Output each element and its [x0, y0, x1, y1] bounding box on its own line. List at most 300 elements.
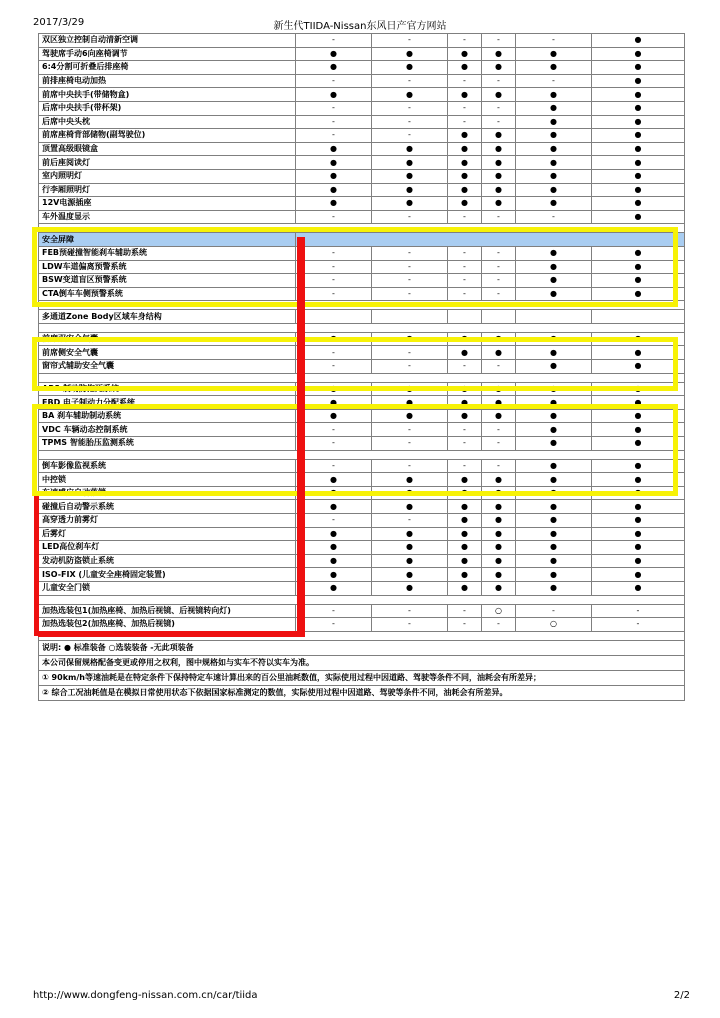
- table-row: [39, 142, 685, 156]
- table-row: [39, 183, 685, 197]
- feature-value: -: [296, 210, 372, 224]
- section-title: 安全屏障: [39, 233, 296, 247]
- feature-value: ●: [296, 527, 372, 541]
- feature-value: ●: [372, 527, 448, 541]
- feature-value: -: [482, 74, 516, 88]
- feature-value: ●: [372, 332, 448, 346]
- table-row: [39, 156, 685, 170]
- feature-label: 儿童安全门锁: [39, 581, 296, 595]
- note-row: [39, 655, 685, 670]
- feature-label: 车速感应自动落锁: [39, 486, 296, 500]
- feature-value: ●: [372, 500, 448, 514]
- footer-url[interactable]: http://www.dongfeng-nissan.com.cn/car/tiida: [33, 990, 258, 1001]
- feature-value: ●: [516, 183, 592, 197]
- feature-value: -: [372, 115, 448, 129]
- feature-value: ●: [482, 129, 516, 143]
- feature-value: -: [296, 34, 372, 48]
- feature-value: ●: [592, 34, 685, 48]
- feature-value: [372, 310, 448, 324]
- feature-value: ●: [372, 169, 448, 183]
- feature-value: -: [482, 274, 516, 288]
- feature-value: -: [448, 618, 482, 632]
- feature-value: -: [482, 260, 516, 274]
- feature-value: ●: [592, 183, 685, 197]
- feature-value: ●: [592, 437, 685, 451]
- feature-value: -: [296, 129, 372, 143]
- note-row: [39, 685, 685, 700]
- feature-value: -: [516, 604, 592, 618]
- spacer-cell: [39, 323, 685, 332]
- feature-label: 前后座阅读灯: [39, 156, 296, 170]
- feature-value: ●: [516, 156, 592, 170]
- feature-value: -: [296, 459, 372, 473]
- feature-value: -: [372, 604, 448, 618]
- feature-value: ●: [592, 169, 685, 183]
- feature-value: ●: [516, 459, 592, 473]
- feature-value: ●: [592, 554, 685, 568]
- feature-value: ●: [592, 260, 685, 274]
- feature-value: -: [296, 115, 372, 129]
- feature-label: 行李厢照明灯: [39, 183, 296, 197]
- feature-value: ●: [482, 61, 516, 75]
- feature-value: ○: [482, 604, 516, 618]
- feature-value: -: [296, 274, 372, 288]
- feature-value: ●: [372, 396, 448, 410]
- feature-value: -: [482, 437, 516, 451]
- feature-label: LED高位刹车灯: [39, 541, 296, 555]
- feature-value: ●: [592, 423, 685, 437]
- page-header: [0, 17, 720, 31]
- feature-value: ●: [592, 129, 685, 143]
- feature-value: ●: [592, 360, 685, 374]
- feature-value: ●: [516, 142, 592, 156]
- feature-value: -: [592, 618, 685, 632]
- page-number: 2/2: [673, 990, 690, 1001]
- feature-value: ●: [372, 409, 448, 423]
- feature-value: ●: [592, 142, 685, 156]
- feature-value: ●: [482, 541, 516, 555]
- table-row: [39, 101, 685, 115]
- feature-value: -: [448, 459, 482, 473]
- feature-value: ●: [296, 409, 372, 423]
- feature-value: ●: [296, 473, 372, 487]
- feature-value: -: [482, 287, 516, 301]
- feature-value: ●: [482, 156, 516, 170]
- feature-value: ●: [296, 554, 372, 568]
- feature-value: ●: [516, 527, 592, 541]
- feature-value: ●: [516, 382, 592, 396]
- table-row: [39, 527, 685, 541]
- feature-value: -: [372, 210, 448, 224]
- feature-label: 后席中央头枕: [39, 115, 296, 129]
- feature-label: 前排座椅电动加热: [39, 74, 296, 88]
- table-row: [39, 169, 685, 183]
- feature-label: 加热选装包2(加热座椅、加热后视镜): [39, 618, 296, 632]
- table-row: [39, 568, 685, 582]
- highlight-box-3: [32, 404, 678, 496]
- feature-value: -: [296, 346, 372, 360]
- feature-value: ●: [296, 88, 372, 102]
- feature-label: 顶置高级眼镜盒: [39, 142, 296, 156]
- feature-value: -: [448, 34, 482, 48]
- feature-value: ●: [296, 382, 372, 396]
- feature-value: ●: [448, 47, 482, 61]
- feature-value: ●: [592, 115, 685, 129]
- feature-value: ●: [448, 183, 482, 197]
- feature-value: -: [482, 423, 516, 437]
- feature-value: ●: [592, 514, 685, 528]
- table-row: [39, 310, 685, 324]
- feature-label: FEB预碰撞智能刹车辅助系统: [39, 246, 296, 260]
- feature-label: BA 刹车辅助制动系统: [39, 409, 296, 423]
- feature-value: ●: [516, 500, 592, 514]
- table-row: [39, 197, 685, 211]
- feature-value: -: [448, 246, 482, 260]
- feature-value: -: [448, 287, 482, 301]
- feature-value: ●: [296, 169, 372, 183]
- feature-value: ●: [296, 142, 372, 156]
- feature-value: -: [372, 360, 448, 374]
- feature-value: ●: [592, 396, 685, 410]
- feature-value: ●: [592, 156, 685, 170]
- feature-value: ●: [516, 274, 592, 288]
- feature-value: -: [482, 360, 516, 374]
- feature-value: ●: [448, 514, 482, 528]
- feature-value: ●: [516, 169, 592, 183]
- feature-value: ●: [448, 129, 482, 143]
- feature-value: ●: [448, 156, 482, 170]
- feature-value: ●: [296, 197, 372, 211]
- note-text: ① 90km/h等速油耗是在特定条件下保持特定车速计算出来的百公里油耗数值，实际使用过程中因道路、驾驶等条件不同，油耗会有所差异；: [39, 670, 685, 685]
- feature-value: ●: [516, 61, 592, 75]
- feature-value: ●: [592, 459, 685, 473]
- feature-value: ●: [516, 486, 592, 500]
- feature-label: 碰撞后自动警示系统: [39, 500, 296, 514]
- feature-value: -: [448, 101, 482, 115]
- feature-value: -: [296, 618, 372, 632]
- red-marker-vertical: [297, 237, 305, 637]
- print-date: 2017/3/29: [33, 17, 85, 28]
- feature-value: ●: [448, 486, 482, 500]
- feature-value: ●: [482, 409, 516, 423]
- feature-value: ●: [592, 197, 685, 211]
- note-row: [39, 670, 685, 685]
- feature-value: ●: [592, 568, 685, 582]
- feature-value: ●: [592, 486, 685, 500]
- feature-value: -: [372, 274, 448, 288]
- feature-value: ●: [592, 88, 685, 102]
- feature-label: 车外温度显示: [39, 210, 296, 224]
- feature-value: ●: [592, 210, 685, 224]
- feature-value: ●: [372, 183, 448, 197]
- feature-value: ●: [372, 197, 448, 211]
- feature-value: ●: [296, 332, 372, 346]
- feature-value: ●: [296, 541, 372, 555]
- feature-value: ●: [516, 129, 592, 143]
- feature-value: -: [296, 514, 372, 528]
- feature-value: -: [448, 360, 482, 374]
- feature-value: ●: [516, 360, 592, 374]
- feature-value: ●: [482, 142, 516, 156]
- feature-value: ●: [372, 486, 448, 500]
- feature-value: ●: [516, 88, 592, 102]
- feature-value: ●: [516, 541, 592, 555]
- feature-value: ●: [516, 332, 592, 346]
- feature-label: BSW变道盲区预警系统: [39, 274, 296, 288]
- feature-value: ●: [516, 246, 592, 260]
- feature-label: 后雾灯: [39, 527, 296, 541]
- feature-value: ●: [516, 101, 592, 115]
- feature-label: 6:4分割可折叠后排座椅: [39, 61, 296, 75]
- feature-value: -: [372, 34, 448, 48]
- feature-value: -: [372, 260, 448, 274]
- feature-label: 多通道Zone Body区域车身结构: [39, 310, 296, 324]
- feature-value: ●: [296, 500, 372, 514]
- page-title: 新生代TIIDA-Nissan东风日产官方网站: [273, 21, 447, 32]
- feature-value: ●: [448, 409, 482, 423]
- feature-value: ●: [482, 88, 516, 102]
- feature-value: ●: [448, 473, 482, 487]
- feature-value: ●: [516, 396, 592, 410]
- highlight-box-2: [32, 337, 678, 391]
- feature-value: ●: [482, 183, 516, 197]
- feature-value: ●: [482, 169, 516, 183]
- feature-value: ●: [516, 437, 592, 451]
- feature-value: -: [448, 274, 482, 288]
- feature-value: ●: [592, 61, 685, 75]
- feature-value: ●: [482, 396, 516, 410]
- feature-value: ●: [592, 332, 685, 346]
- note-text: ② 综合工况油耗值是在模拟日常使用状态下依据国家标准测定的数值，实际使用过程中因道路、驾驶等条件不同，油耗会有所差异。: [39, 685, 685, 700]
- feature-value: ●: [592, 541, 685, 555]
- feature-label: 后席中央扶手(带杯架): [39, 101, 296, 115]
- feature-value: -: [296, 74, 372, 88]
- feature-label: 前席侧安全气囊: [39, 346, 296, 360]
- feature-value: -: [482, 210, 516, 224]
- feature-value: ●: [592, 346, 685, 360]
- feature-value: ●: [592, 409, 685, 423]
- feature-value: ●: [296, 581, 372, 595]
- table-row: [39, 500, 685, 514]
- feature-value: ●: [448, 396, 482, 410]
- feature-value: ●: [482, 581, 516, 595]
- feature-value: -: [516, 34, 592, 48]
- feature-value: ●: [592, 274, 685, 288]
- spacer-row: [39, 595, 685, 604]
- feature-value: ●: [448, 332, 482, 346]
- feature-value: -: [482, 246, 516, 260]
- feature-value: ●: [516, 346, 592, 360]
- feature-value: -: [372, 423, 448, 437]
- feature-value: -: [372, 459, 448, 473]
- feature-value: ●: [592, 287, 685, 301]
- feature-label: LDW车道偏离预警系统: [39, 260, 296, 274]
- spacer-cell: [39, 595, 685, 604]
- feature-value: ●: [448, 88, 482, 102]
- feature-value: -: [482, 459, 516, 473]
- feature-label: 前席中央扶手(带储物盒): [39, 88, 296, 102]
- table-row: [39, 514, 685, 528]
- table-row: [39, 129, 685, 143]
- feature-value: ●: [372, 541, 448, 555]
- feature-value: ●: [448, 382, 482, 396]
- spacer-row: [39, 323, 685, 332]
- feature-label: 中控锁: [39, 473, 296, 487]
- feature-label: ISO-FIX (儿童安全座椅固定装置): [39, 568, 296, 582]
- feature-value: -: [448, 210, 482, 224]
- feature-value: ●: [592, 527, 685, 541]
- feature-value: ●: [592, 101, 685, 115]
- feature-value: ●: [448, 581, 482, 595]
- feature-value: -: [372, 287, 448, 301]
- feature-value: ●: [448, 527, 482, 541]
- feature-value: [516, 310, 592, 324]
- feature-value: [296, 310, 372, 324]
- table-row: [39, 604, 685, 618]
- feature-value: ●: [482, 382, 516, 396]
- feature-value: ●: [448, 554, 482, 568]
- feature-value: [482, 310, 516, 324]
- table-row: [39, 210, 685, 224]
- table-row: [39, 115, 685, 129]
- feature-value: ●: [372, 382, 448, 396]
- feature-label: TPMS 智能胎压监测系统: [39, 437, 296, 451]
- feature-value: ●: [296, 396, 372, 410]
- feature-value: ●: [448, 61, 482, 75]
- table-row: [39, 34, 685, 48]
- feature-label: 前席双安全气囊: [39, 332, 296, 346]
- feature-value: ●: [592, 246, 685, 260]
- feature-value: -: [296, 260, 372, 274]
- feature-value: ●: [372, 61, 448, 75]
- feature-value: -: [296, 423, 372, 437]
- note-text: 说明: ● 标准装备 ○选装装备 -无此项装备: [39, 640, 685, 655]
- feature-label: 加热选装包1(加热座椅、加热后视镜、后视镜转向灯): [39, 604, 296, 618]
- feature-label: 高穿透力前雾灯: [39, 514, 296, 528]
- note-row: [39, 640, 685, 655]
- feature-label: 窗帘式辅助安全气囊: [39, 360, 296, 374]
- feature-value: ●: [482, 47, 516, 61]
- feature-value: -: [448, 604, 482, 618]
- feature-value: ●: [372, 142, 448, 156]
- feature-value: ●: [592, 473, 685, 487]
- feature-value: -: [372, 437, 448, 451]
- feature-value: -: [482, 618, 516, 632]
- feature-value: -: [372, 514, 448, 528]
- feature-value: ●: [296, 61, 372, 75]
- feature-value: ●: [516, 409, 592, 423]
- feature-value: ●: [482, 500, 516, 514]
- feature-value: -: [372, 246, 448, 260]
- red-marker-left: [34, 496, 39, 636]
- feature-value: ●: [516, 287, 592, 301]
- table-row: [39, 618, 685, 632]
- feature-value: ●: [372, 581, 448, 595]
- feature-value: ●: [592, 47, 685, 61]
- feature-value: -: [296, 101, 372, 115]
- feature-value: -: [482, 101, 516, 115]
- feature-value: ●: [482, 554, 516, 568]
- feature-value: ●: [482, 527, 516, 541]
- feature-value: -: [448, 260, 482, 274]
- table-row: [39, 581, 685, 595]
- feature-value: ●: [372, 88, 448, 102]
- feature-value: ●: [482, 568, 516, 582]
- feature-value: ●: [448, 346, 482, 360]
- feature-value: ●: [448, 500, 482, 514]
- feature-value: [448, 310, 482, 324]
- feature-value: ●: [296, 486, 372, 500]
- feature-value: -: [372, 101, 448, 115]
- feature-value: -: [296, 287, 372, 301]
- feature-value: ●: [516, 568, 592, 582]
- feature-value: ●: [516, 581, 592, 595]
- feature-value: ●: [592, 581, 685, 595]
- feature-label: 驾驶席手动6向座椅调节: [39, 47, 296, 61]
- feature-label: EBD 电子制动力分配系统: [39, 396, 296, 410]
- feature-label: VDC 车辆动态控制系统: [39, 423, 296, 437]
- feature-value: ●: [448, 142, 482, 156]
- feature-value: ●: [448, 169, 482, 183]
- feature-value: ●: [296, 568, 372, 582]
- feature-value: ●: [482, 486, 516, 500]
- feature-label: 双区独立控制自动清新空调: [39, 34, 296, 48]
- feature-value: ●: [516, 514, 592, 528]
- feature-value: ●: [448, 568, 482, 582]
- feature-value: -: [448, 423, 482, 437]
- feature-value: ●: [516, 197, 592, 211]
- feature-value: -: [372, 129, 448, 143]
- note-text: 本公司保留规格配备变更或停用之权利，图中规格如与实车不符以实车为准。: [39, 655, 685, 670]
- feature-value: ●: [372, 156, 448, 170]
- highlight-box-1: [32, 227, 678, 307]
- feature-value: ●: [296, 47, 372, 61]
- feature-value: ●: [482, 197, 516, 211]
- feature-value: ○: [516, 618, 592, 632]
- feature-value: [592, 310, 685, 324]
- feature-value: -: [296, 437, 372, 451]
- feature-value: ●: [516, 115, 592, 129]
- table-row: [39, 88, 685, 102]
- table-row: [39, 541, 685, 555]
- feature-value: ●: [516, 47, 592, 61]
- feature-label: 发动机防盗锁止系统: [39, 554, 296, 568]
- feature-label: 室内照明灯: [39, 169, 296, 183]
- feature-value: ●: [482, 473, 516, 487]
- feature-label: 前席座椅背部储物(副驾驶位): [39, 129, 296, 143]
- feature-value: -: [592, 604, 685, 618]
- red-marker-bottom: [38, 631, 305, 637]
- feature-value: -: [482, 34, 516, 48]
- feature-value: ●: [516, 423, 592, 437]
- feature-value: -: [372, 618, 448, 632]
- feature-value: ●: [482, 346, 516, 360]
- feature-value: ●: [516, 473, 592, 487]
- feature-value: ●: [516, 260, 592, 274]
- feature-value: ●: [482, 514, 516, 528]
- feature-value: ●: [296, 156, 372, 170]
- feature-value: ●: [448, 197, 482, 211]
- feature-value: ●: [592, 500, 685, 514]
- feature-label: CTA倒车车侧预警系统: [39, 287, 296, 301]
- feature-value: -: [296, 246, 372, 260]
- feature-label: 倒车影像监视系统: [39, 459, 296, 473]
- feature-value: -: [448, 437, 482, 451]
- feature-value: ●: [516, 554, 592, 568]
- feature-value: ●: [372, 473, 448, 487]
- feature-value: ●: [296, 183, 372, 197]
- feature-value: -: [448, 74, 482, 88]
